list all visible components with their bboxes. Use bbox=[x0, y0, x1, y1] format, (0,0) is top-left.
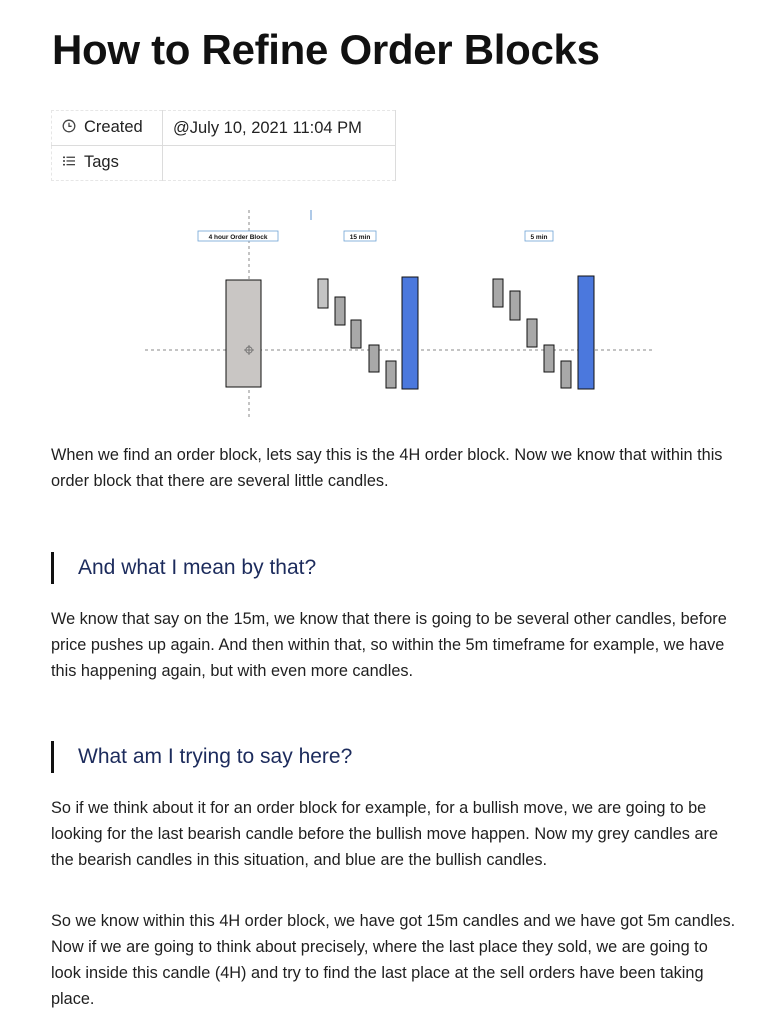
order-block-candle-4h bbox=[226, 280, 261, 387]
paragraph-15m-explanation: We know that say on the 15m, we know that there is going to be several other candles, before price pushes up again. And then within that, so within the 5m timeframe for example, we have this happening again, but with even more candles. bbox=[51, 610, 727, 680]
bearish-candle-15m-3 bbox=[351, 320, 361, 348]
clock-icon bbox=[62, 119, 76, 138]
bearish-candle-15m-2 bbox=[335, 297, 345, 325]
heading-what-i-mean: And what I mean by that? bbox=[51, 552, 316, 584]
label-15-min: 15 min bbox=[349, 234, 371, 241]
order-block-diagram bbox=[140, 206, 660, 421]
list-icon bbox=[62, 154, 76, 173]
property-value-created[interactable]: @July 10, 2021 11:04 PM bbox=[163, 111, 396, 146]
label-4h-order-block: 4 hour Order Block bbox=[208, 234, 268, 241]
property-key-tags[interactable] bbox=[52, 146, 163, 181]
page-title: How to Refine Order Blocks bbox=[52, 26, 600, 73]
bullish-candle-5m bbox=[578, 276, 594, 389]
candles-diagram-svg bbox=[140, 206, 660, 421]
paragraph-intro: When we find an order block, lets say this is the 4H order block. Now we know that within this order block that there are several little candles. bbox=[51, 446, 723, 490]
paragraph-bullish-move: So if we think about it for an order block for example, for a bullish move, we are going to be looking for the last bearish candle before the bullish move happen. Now my grey candles are the bearish candles in this situation, and blue are the bullish candles. bbox=[51, 799, 719, 869]
page-properties bbox=[51, 110, 396, 181]
bearish-candle-5m-2 bbox=[510, 291, 520, 320]
property-value-tags[interactable] bbox=[163, 146, 396, 181]
bearish-candle-5m-1 bbox=[493, 279, 503, 307]
bearish-candle-5m-4 bbox=[544, 345, 554, 372]
bullish-candle-15m bbox=[402, 277, 418, 389]
bearish-candle-15m-4 bbox=[369, 345, 379, 372]
bearish-candle-5m-5 bbox=[561, 361, 571, 388]
paragraph-4h-refinement: So we know within this 4H order block, we have got 15m candles and we have got 5m candles. Now if we are going to think about precisely, where the last place they sold, we are going to look inside this candle (4H) and try to find the last place at the sell orders have been taking place. bbox=[51, 912, 736, 1008]
property-label-created: Created bbox=[84, 118, 143, 137]
property-label-tags: Tags bbox=[84, 153, 119, 172]
bearish-candle-15m-1 bbox=[318, 279, 328, 308]
bearish-candle-15m-5 bbox=[386, 361, 396, 388]
property-row-created bbox=[52, 111, 396, 146]
bearish-candle-5m-3 bbox=[527, 319, 537, 347]
property-key-created[interactable] bbox=[52, 111, 163, 146]
label-5-min: 5 min bbox=[530, 234, 548, 241]
property-row-tags bbox=[52, 146, 396, 181]
heading-what-am-i-saying: What am I trying to say here? bbox=[51, 741, 352, 773]
